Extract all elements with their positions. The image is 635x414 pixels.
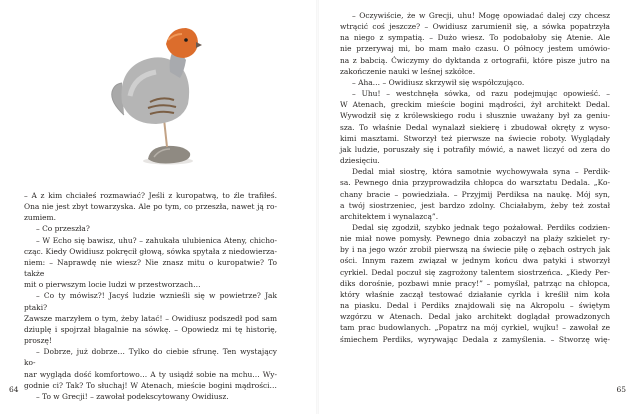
text-line: sa. Pewnego dnia przyprowadziła chłopca do warsztatu Dedala. „Ko- bbox=[340, 178, 610, 188]
text-line: wtrącić coś jeszcze? – Owidiusz zarumienił się, a sówka popatrzyła bbox=[340, 22, 610, 32]
text-line: kimi masztami. Stworzył też pierwsze na świecie roboty. Wyglądały bbox=[340, 133, 610, 143]
text-line: diks dorośnie, pozbawi mnie pracy!” – pomyślał, patrząc na chłopca, bbox=[340, 278, 610, 288]
text-line: nie miał nowe pomysły. Pewnego dnia zobaczył na plaży szkielet ry- bbox=[340, 234, 610, 244]
right-page-text bbox=[340, 10, 610, 345]
text-line: – To w Grecji! – zawołał podekscytowany Owidiusz. bbox=[36, 391, 229, 401]
text-line: Wywodził się z królewskiego rodu i słusznie uważany był za geniu- bbox=[340, 111, 610, 121]
text-line: W Atenach, greckim mieście bogini mądrości, żył architekt Dedal. bbox=[340, 100, 610, 110]
text-line: Dedal się zgodził, szybko jednak tego pożałował. Perdiks codzien- bbox=[352, 222, 610, 232]
text-line: dziesięciu. bbox=[340, 156, 380, 166]
text-line: – Co ty mówisz?! Jacyś ludzie wznieśli się w powietrze? Jak ptaki? bbox=[24, 291, 277, 312]
text-line: Dedal miał siostrę, która samotnie wychowywała syna – Perdik- bbox=[352, 167, 610, 177]
text-line: jak ludzie, poruszały się i potrafiły mówić, a nawet liczyć od zera do bbox=[340, 144, 610, 154]
text-line: ości. Innym razem związał w jednym końcu dwa patyki i stworzył bbox=[340, 256, 610, 266]
text-line: Ona nie jest zbyt towarzyska. Ale po tym, co przeszła, nawet ją ro- bbox=[24, 202, 277, 212]
text-line: śmiechem Perdiks, wyrywając Dedala z zamyślenia. – Stworzę wię- bbox=[340, 334, 610, 344]
text-line: a twój siostrzeniec, jest bardzo zdolny. Chciałabym, żeby też został bbox=[340, 200, 610, 210]
text-line: – A z kim chciałeś rozmawiać? Jeśli z kuropatwą, to źle trafiłeś. bbox=[24, 191, 277, 200]
text-line: który właśnie zaczął testować działanie cyrkla i kreślił nim koła bbox=[340, 289, 610, 299]
text-line: chany bracie – powiedziała. – Przyjmij Perdiksa na naukę. Mój syn, bbox=[340, 189, 610, 199]
text-line: architektem i wynalazcą”. bbox=[340, 211, 439, 221]
text-line: – W Echo się bawisz, uhu? – zahukała ulubienica Ateny, chicho- bbox=[36, 235, 277, 245]
text-line: nie przerywaj mi, bo mam mało czasu. O północy jestem umówio- bbox=[340, 44, 610, 54]
text-line: zumiem. bbox=[24, 213, 56, 223]
left-page-text bbox=[24, 190, 277, 402]
text-line: – Aha… – Owidiusz skrzywił się współczująco. bbox=[352, 77, 525, 87]
text-line: nar wygląda dość komfortowo… A ty usiądź sobie na mchu… Wy- bbox=[24, 369, 277, 379]
text-line: – Co przeszła? bbox=[36, 224, 90, 234]
text-line: godnie ci? Tak? To słuchaj! W Atenach, mieście bogini mądrości… bbox=[24, 380, 277, 390]
text-line: proszę! bbox=[24, 336, 52, 346]
text-line: cyrkiel. Dedal poczuł się zagrożony talentem siostrzeńca. „Kiedy Per- bbox=[340, 267, 610, 277]
partridge-on-stone-icon bbox=[104, 20, 224, 170]
text-line: na piasku. Dedal i Perdiks znajdowali się na Akropolu – świętym bbox=[340, 301, 610, 311]
text-line: – Oczywiście, że w Grecji, uhu! Mogę opowiadać dalej czy chcesz bbox=[352, 11, 610, 20]
text-line: niem: – Naprawdę nie wiesz? Nie znasz mitu o kuropatwie? To także bbox=[24, 257, 277, 279]
text-line: – Dobrze, już dobrze… Tylko do ciebie sfrunę. Ten wystający ko- bbox=[24, 347, 277, 368]
right-page bbox=[318, 0, 635, 414]
text-line: sza. To właśnie Dedal wynalazł siekierę i zbudował okręty z wyso- bbox=[340, 122, 610, 132]
text-line: Zawsze marzyłem o tym, żeby latać! – Owidiusz podszedł pod sam bbox=[24, 313, 277, 323]
text-line: dziuplę i spojrzał błagalnie na sówkę. – Opowiedz mi tę historię, bbox=[24, 324, 277, 334]
left-page bbox=[0, 0, 317, 414]
text-line: tam prac budowlanych. „Popatrz na mój cyrkiel, wujku! – zawołał ze bbox=[340, 323, 610, 333]
page-number: 65 bbox=[616, 385, 626, 394]
text-line: zakończenie nauki w leśnej szkółce. bbox=[340, 66, 476, 76]
text-line: wzgórzu w Atenach. Dedal jako architekt doglądał prowadzonych bbox=[340, 312, 610, 322]
text-line: na niego z sympatią. – Dużo wiesz. To podobałoby się Atenie. Ale bbox=[340, 33, 610, 43]
text-line: na z babcią. Ćwiczymy do dyktanda z ortografii, które pisze jutro na bbox=[340, 55, 610, 65]
text-line: cząc. Kiedy Owidiusz pokręcił głową, sówka spytała z niedowierza- bbox=[24, 246, 277, 256]
text-line: by i na jego wzór zrobił pierwszą na świecie piłę o zębach ostrych jak bbox=[340, 245, 610, 255]
text-line: mit o pierwszym locie ludzi w przestworzach… bbox=[24, 280, 201, 290]
page-number: 64 bbox=[9, 385, 19, 394]
text-line: – Uhu! – westchnęła sówka, od razu podejmując opowieść. – bbox=[352, 89, 610, 99]
